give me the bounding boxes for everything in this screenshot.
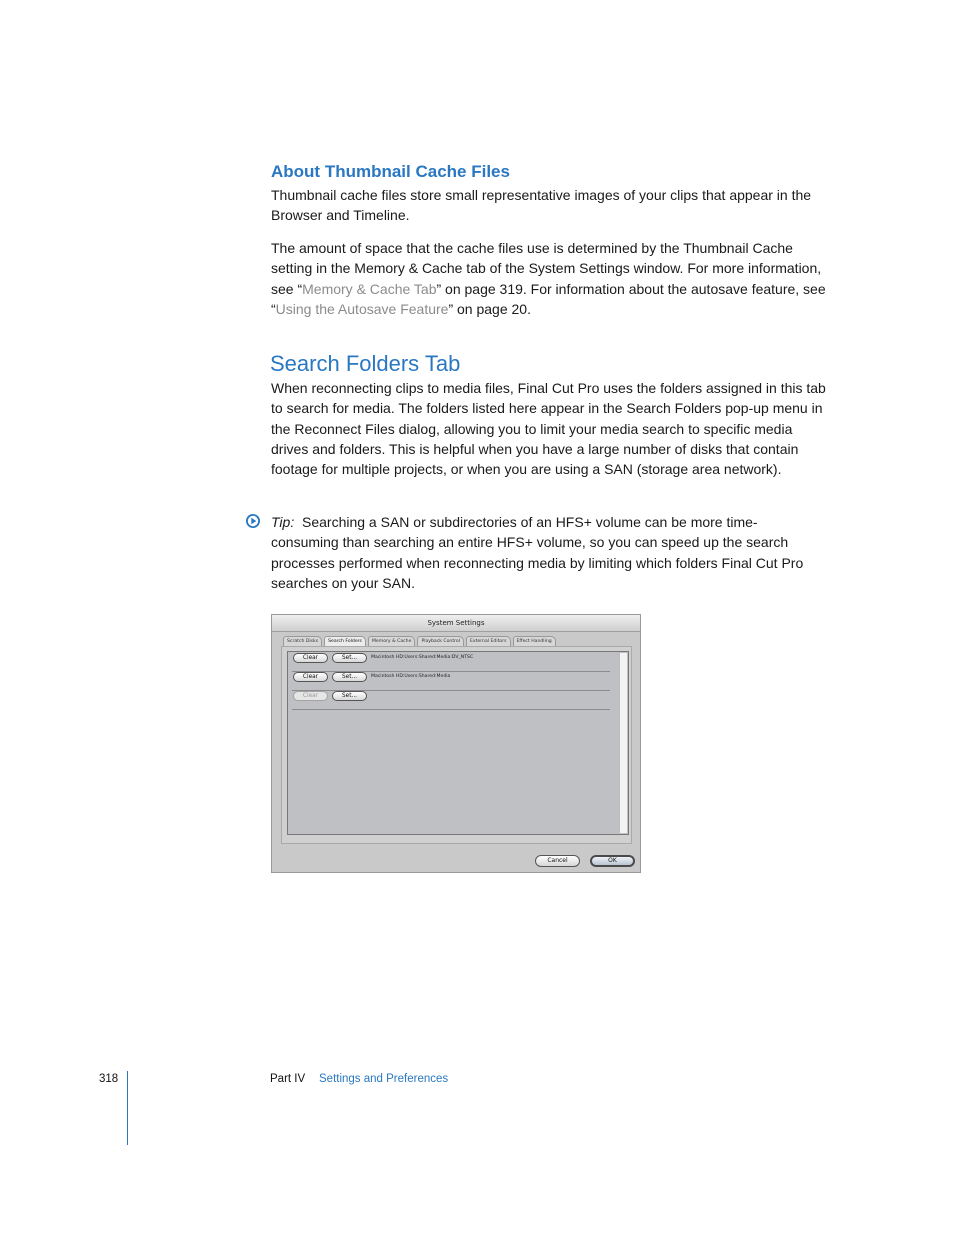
folder-path: Macintosh HD:Users:Shared:Media:DV_NTSC [371,655,474,660]
paragraph-thumbnail-intro: Thumbnail cache files store small representative images of your clips that appear in the Browser and Timeline. [271,187,812,224]
footer-section-title: Settings and Preferences [319,1073,449,1085]
dialog-title: System Settings [272,615,640,632]
system-settings-dialog [271,614,641,873]
set-button[interactable]: Set... [332,672,367,682]
set-button[interactable]: Set... [332,653,367,663]
paragraph-text: ” on page 20. [448,300,531,317]
tab-external-editors[interactable]: External Editors [466,636,511,646]
search-folders-list [287,651,629,835]
tab-scratch-disks[interactable]: Scratch Disks [283,636,322,646]
tab-effect-handling[interactable]: Effect Handling [513,636,556,646]
ok-button[interactable]: OK [590,855,635,867]
list-item [288,672,620,691]
row-divider [292,709,610,710]
play-circle-icon [245,513,261,529]
tip-paragraph [271,512,811,593]
section-heading-search-folders: Search Folders Tab [270,351,461,376]
section-heading-thumbnail-cache: About Thumbnail Cache Files [271,162,510,181]
paragraph-text: ” on page 319. For information about the autosave feature, see “ [271,280,826,317]
tab-search-folders[interactable]: Search Folders [324,636,366,646]
clear-button-disabled: Clear [293,691,328,701]
page-number: 318 [99,1073,119,1085]
list-item [288,653,620,672]
paragraph-thumbnail-space [271,238,827,319]
tip-label: Tip: [271,514,295,530]
footer-part: Part IV [270,1073,306,1085]
list-item [288,691,620,710]
memory-cache-tab-link[interactable]: Memory & Cache Tab [302,280,437,297]
search-folders-pane [281,646,632,844]
clear-button[interactable]: Clear [293,653,328,663]
tab-playback-control[interactable]: Playback Control [417,636,464,646]
paragraph-text: The amount of space that the cache files use is determined by the Thumbnail Cache setting in the Memory & Cache tab of the System Settings window. For more information, see “ [271,240,822,297]
paragraph-search-folders: When reconnecting clips to media files, Final Cut Pro uses the folders assigned in this tab to search for media. The folders listed here appear in the Search Folders pop-up menu in the Reconnect Files dialog, allowing you to limit your media search to specific media drives and folders. This is helpful when you have a large number of disks that contain footage for multiple projects, or when you are using a SAN (storage area network). [271,380,826,478]
list-scrollbar[interactable] [619,653,627,833]
clear-button[interactable]: Clear [293,672,328,682]
set-button[interactable]: Set... [332,691,367,701]
cancel-button[interactable]: Cancel [535,855,580,867]
tip-text: Searching a SAN or subdirectories of an HFS+ volume can be more time-consuming than searching an entire HFS+ volume, so you can speed up the search processes performed when reconnecting media by limiting which folders Final Cut Pro searches on your SAN. [271,514,804,591]
autosave-feature-link[interactable]: Using the Autosave Feature [275,300,449,317]
tab-memory-cache[interactable]: Memory & Cache [368,636,415,646]
footer-divider [127,1071,128,1145]
settings-tab-bar [283,636,556,646]
folder-path: Macintosh HD:Users:Shared:Media [371,674,451,679]
